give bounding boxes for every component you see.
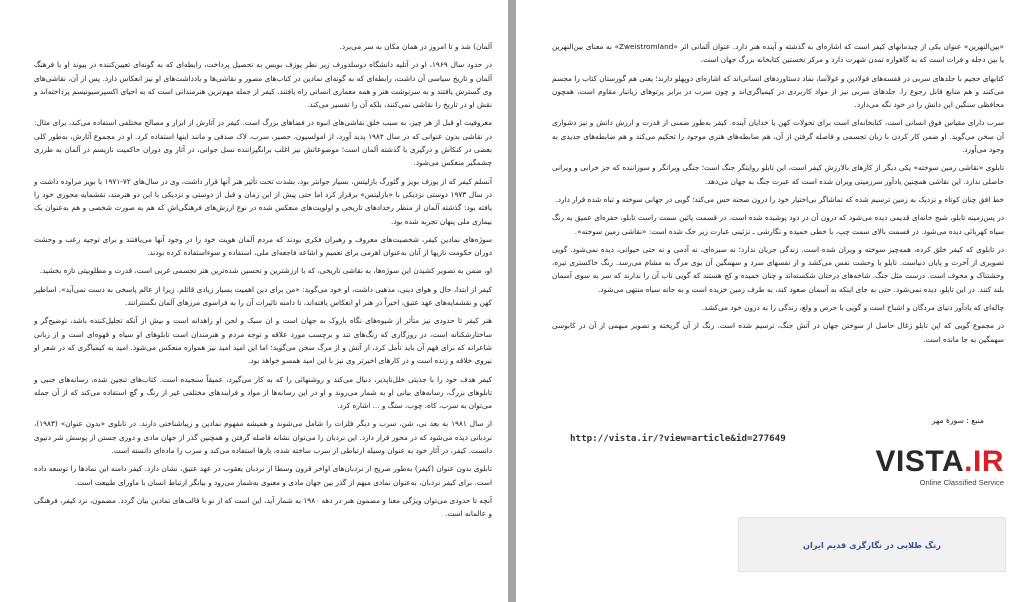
paragraph: تابلوی «نقاشی زمین سوخته» یکی دیگر از کارهای بالارزش کیفر است، این تابلو روایتگر جنگ است؛ جنگی ویرانگر و سوزاننده که جز خرابی و ویرانی حاصلی ندارد. این نقاشی همچنین یادآور سرزمینی ویران شده است که عبرت جنگ به جهان می‌دهد. [552, 163, 1004, 186]
paragraph: در مجموع گویی که این تابلو زغال حاصل از سوختن جهان در آتش جنگ، ترسیم شده است. رنگ از آن گریخته و تصویر مبهمی از آن در کابوسی سهمگین به جا مانده است. [552, 321, 1004, 344]
paragraph: خط افق چنان کوتاه و نزدیک به زمین ترسیم شده که تماشاگر بی‌اختیار خود را درون صحنه حس می‌کند؛ گویی در جهانی سوخته و تباه شده قرار دارد. [555, 194, 1004, 204]
source-url-link[interactable]: http://vista.ir/?view=article&id=277649 [570, 433, 786, 444]
paragraph: کیفر از ابتدا، حال و هوای دینی، مذهبی داشت، او خود می‌گوید: «من برای دین اهمیت بسیار زیادی قائلم. زیرا از عالم پاسخی به دست نمی‌آید». اساطیر کهن و نقشمایه‌های عهد عتیق، اخیراً در هنر او انعکاس یافته‌اند، تا دامنه تاثیرات آن را به فراسوی مرزهای آلمان بگسترانند. [34, 284, 492, 308]
article-title-box [738, 517, 1006, 572]
left-page [0, 0, 508, 602]
paragraph: در حدود سال ۱۹۶۹، او در آتلیه دانشگاه دوسلدورف زیر نظر یوزف بویس به تحصیل پرداخت، رابطه‌ای که به گونه‌ای تعیین‌کننده در پیوند او با فرهنگ آلمان و تاریخ سیاسی آن داشت، رابطه‌ای که به گونه‌ای نمادین در کتاب‌های مصور و نقاشی‌ها و یادداشت‌های او نیز انعکاس دارد. پس از آن، نقاشی‌های وی گسترش یافتند و به سرنوشت هنر و همه معماری انسانی راه یافتند. کیفر از جمله مهم‌ترین هنرمندانی است که به احیای اکسپرسیونیسم پرداخته‌اند و نقش او در تاریخ را نقاشی نمی‌کنند، بلکه آن را تفسیر می‌کند. [34, 60, 492, 110]
paragraph: هنر کیفر تا حدودی نیز متأثر از شیوه‌های نگاه باروک به جهان است و ان سبک و لحن او زاهدانه است و بیش از آنکه تجلیل‌کننده باشد، توضیح‌گر و ساختارشکنانه است، در روزگاری که رنگ‌های تند و برچسب مورد علاقه و توجه مردم و هنرمندان است تابلوهای او سیاه و قهوه‌ای است و از زبانی شاعرانه که برای فهم آن باید تأمل کرد، از آتش و از مرگ سخن می‌گوید؛ اما این امید امید نیز همواره منعکس می‌شود. امید به کیمیاگری که در شعر او نیروی خلاقه و زنده است و در کارهای اخیرتر وی نیز با این امید همسو خواهد بود. [34, 316, 492, 366]
right-page-body [552, 40, 1004, 351]
left-page-body [34, 40, 492, 526]
paragraph: کتابهای حجیم با جلدهای سربی در قفسه‌های فولادین و غولآسا، نماد دستاوردهای انسانی‌اند که اشاره‌ای دوپهلو دارند؛ یعنی هم گورستان کتاب را مجسم می‌کنند و هم منابع قابل رجوع را. جلدهای سربی نیز از مواد کاربردی در کیمیاگری‌اند و چون سرب در برابر پرتوهای زیانبار مقاوم است، همچون محافظی سنگین این دانش را در خود نگه می‌دارد. [551, 73, 1004, 110]
paragraph: در پس‌زمینه تابلو، شبح خانه‌ای قدیمی دیده می‌شود که درون آن در دود پوشیده شده است. در قسمت پائین سمت راست تابلو، حفره‌ای عمیق به رنگ سیاه کهربائی دیده می‌شود. در قسمت بالای سمت چپ، با خطی خمیده و نگارشی ـ تزئینی عبارت زیر حک شده است: «نقاشی زمین سوخته». [552, 213, 1004, 236]
article-title: رنگ طلایی در نگارگری قدیم ایران [803, 539, 941, 550]
paragraph: سرب دارای مقیاس فوق انسانی است، کتابخانه‌ای است برای تحولات کهن یا خدایان آینده. کیفر به‌طور ضمنی از قدرت و ارزش دانش و نیز دشواری آن سخن می‌گوید. او ضمن کار کردن با زبان تجسمی و فاصله گرفتن از آن، هم ضابطه‌های هنری موجود را تحکیم می‌کند و هم ضابطه‌های جدیدی به وجود می‌آورد. [552, 118, 1004, 155]
paragraph: سوژه‌های نمادین کیفر، شخصیت‌های معروف و رهبران فکری بودند که مردم آلمان هویت خود را در وجود آنها می‌یافتند و برای توجیه رعب و وحشت دوران حکومت نازیها از آنان به‌عنوان اهرمی برای تعمیم و اشاعه فاجعه‌ای ملی، استفاده و سوءاستفاده کرده بودند. [34, 234, 492, 258]
paragraph: در تابلوی که کیفر خلق کرده، همه‌چیز سوخته و ویران شده است. زندگی جریان ندارد؛ نه سبزه‌ای، نه آدمی و نه حتی حیوانی، دیده نمی‌شود. گویی تصویری از آخرت و پایان دنیاست. تابلو با وحشت نفس می‌کشد و از نفسهای سرد و سهمگین آن بوی مرگ به مشام می‌رسد. رنگ خاکستری تیره، وحشتناک و مخوف است. درست مثل جنگ. شاخه‌های درختان شکسته‌اند و چنان خمیده و کج هستند که گویی تاب آن را ندارند که سر به سوی آسمان بلند کنند. در این تابلو، دیده نمی‌شود. حتی به جای اینکه به آسمان صعود کند، به طرف زمین خزیده است و به جانه سیاه منتهی می‌شود. [552, 244, 1004, 294]
paragraph: معروفیت او قبل از هر چیز، به سبب خلق نقاشی‌های انبوه در فضاهای بزرگ است. کیفر در آثارش از ابزار و مصالح مختلفی استفاده می‌کند، برای مثال: در نقاشی بدون عنوانی که در سال ۱۹۸۴ پدید آورد، از امولسیون، حصیر، سرب، لاک صدفی و مانند اینها استفاده کرد. او در مجموع آثارش، به‌طور کلی بعضی در کنکاش و درگیری با گذشته آلمان است؛ موضوعاتش نیز اغلب برانگیزاننده نسل جوانی، در آثار وی دوران حاکمیت نازیسم در آلمان به طرزی چشمگیر منعکس می‌شود. [34, 118, 492, 168]
paragraph: آلمان) شد و تا امروز در همان مکان به سر می‌برد. [339, 42, 492, 51]
paragraph: تابلوی بدون عنوان (کیفر) به‌طور صریح از نردبان‌های اواخر قرون وسطا از نردبان یعقوب در عهد عتیق، نشان دارد. کیفر دامنه این نمادها را توسعه داده است. برای کیفر نردبان، به‌عنوان نمادی مبهم از گذر بین جهان مادی و معنوی به‌شمار می‌رود و بیانگر ارتباط انسان با ماورای طبیعت است. [34, 464, 492, 487]
vista-logo-main: VISTA [875, 445, 965, 478]
paragraph: او، ضمن به تصویر کشیدن این سوژه‌ها، به نقاشی تاریخی، که با ارزشترین و تحسین شده‌ترین هنر تجسمی غربی است، قدرت و مطلوبیتی تازه بخشید. [39, 266, 492, 276]
paragraph: «بین‌النهرین» عنوان یکی از چیدمانهای کیفر است که اشاره‌ای به گذشته و آینده هنر دارد. عنوان آلمانی اثر «Zweistromland» به معنای بین‌النهرین یا بین دجله و فرات است که به گاهواره تمدن شهرت دارد و مرکز نخستین کتابخانه بزرگ جهان است. [552, 42, 1004, 65]
paragraph: آنچه تا حدودی می‌توان ویژگی معنا و مضمون هنر در دهه ۱۹۸۰ به شمار آید، این است که از نو با قالب‌های تمادین بیان گردد. مضمون، نزد کیفر، فرهنگی و عالمانه است. [34, 495, 492, 519]
right-page [516, 0, 1024, 602]
vista-logo-tagline: Online Classified Service [919, 478, 1004, 487]
paragraph: چاله‌ای که یادآور دنیای مردگان و اشباح است و گویی با حرص و ولع، زندگی را به درون خود می‌کشد. [701, 303, 1004, 313]
vista-logo [866, 447, 1004, 491]
paragraph: کیفر هدف خود را با جدیتی خلل‌ناپذیر، دنبال می‌کند و روشنهائی را که به کار می‌گیرد، عمیقاً سنجیده است. کتاب‌های تنجین شده، رسانه‌های جنبی و تابلوهای بزرگ، رسانه‌های بیانی او به شمار می‌روند و او در این رسانه‌ها از مواد و فرایندهای مختلفی غیر از رنگ و گچ استفاده می‌کند که از آن جمله می‌توان به سرب، کاه، چوب، سنگ و ... اشاره کرد. [34, 374, 492, 411]
vista-logo-suffix: .IR [964, 445, 1004, 478]
paragraph: از سال ۱۹۸۱ به بعد نی، شن، سرب و دیگر فلزات را شامل می‌شوند و همیشه مفهوم نمادین و زیباشناختی دارند. در تابلوی «بدون عنوان» (۱۹۸۳)، نردبانی دیده می‌شود که در محور قرار دارد. این نردبان را می‌توان نشانه فاصله گرفتن و همچنین گذر از جهان مادی و دوری جستن از پوسش شر دنیوی دانست. کیفر، در آثار خود به عنوان وسیله ارتباطی از سرب ساخته شده، بارها استفاده می‌کند و سرب را ماده‌ای دانسته است. [34, 419, 492, 456]
paragraph: آنسلم کیفر که از یوزف بویز و گئورگ بازلیتس، بسیار جوانتر بود، بشدت تحت تأثیر هنر آنها قرار داشت، وی در سال‌های ۷۲-۱۹۷۱ با بویز مراوده داشت و در سال ۱۹۷۳ دوستی نزدیکی با «بازلیتس» برقرار کرد اما حتی پیش از این زمان و قبل از دوستی و نزدیکی با این دو هنرمند، نقشمایه محوری خود را یافته بود: گذشته آلمان از منظر رخدادهای تاریخی و اولویت‌های منعکس شده در نوع ارزش‌های فرهنگی‌اش که هم به صورت شخصی و هم به‌عنوان یک بیماری ملی پنهان تجربه شده بود. [34, 176, 492, 226]
vista-logo-wordmark [876, 447, 1004, 477]
source-label: منبع : سورهٔ مهر [931, 416, 984, 425]
